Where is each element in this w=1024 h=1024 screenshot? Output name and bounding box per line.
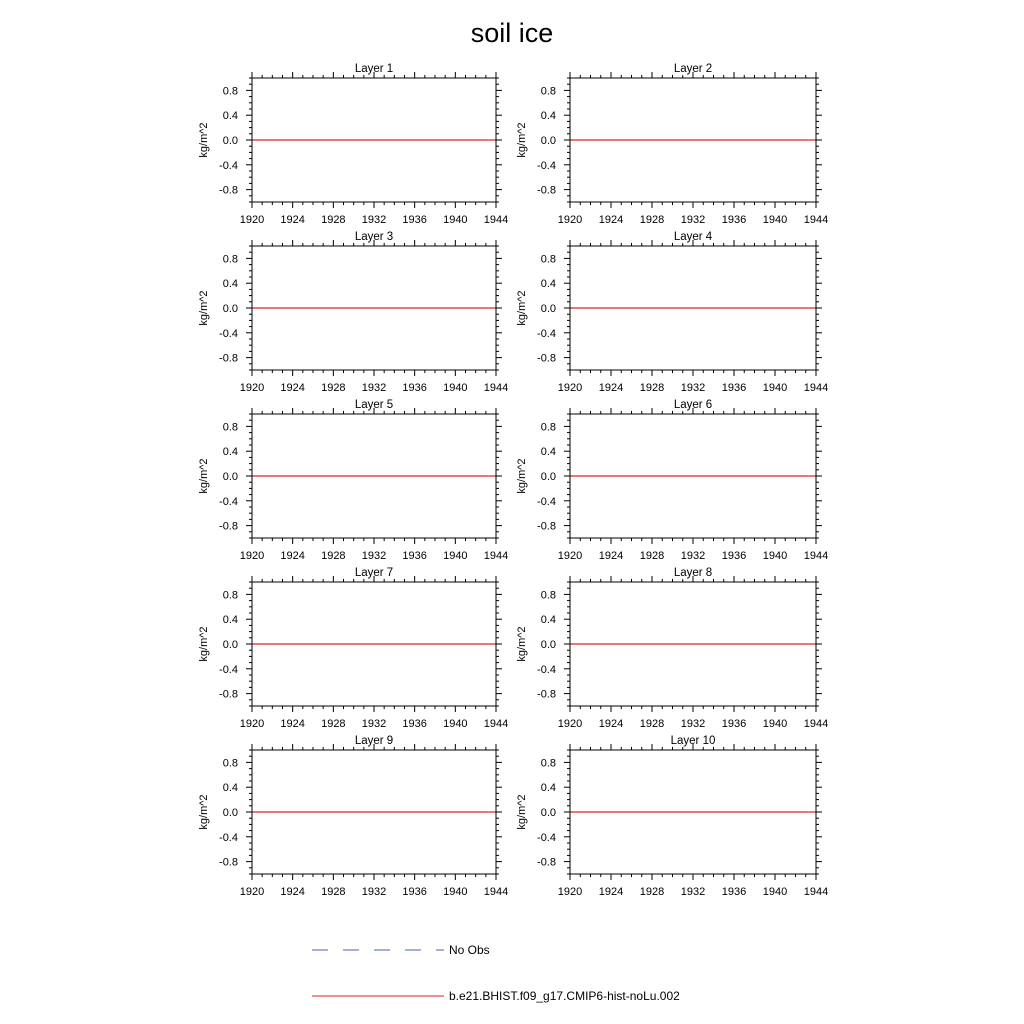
- x-tick-label: 1940: [443, 382, 468, 394]
- x-tick-label: 1944: [483, 718, 509, 730]
- x-tick-label: 1920: [557, 382, 583, 394]
- legend-label-1: No Obs: [449, 943, 490, 957]
- x-tick-label: 1924: [280, 886, 305, 898]
- y-tick-label: -0.4: [537, 495, 556, 508]
- y-tick-label: -0.4: [537, 663, 556, 676]
- y-axis-label: kg/m^2: [198, 794, 210, 830]
- panel-layer-10: [516, 735, 828, 898]
- y-tick-label: 0.8: [222, 589, 238, 602]
- y-tick-label: 0.8: [222, 253, 238, 266]
- y-tick-label: -0.8: [537, 688, 556, 701]
- x-tick-label: 1928: [639, 382, 665, 394]
- y-tick-label: 0.8: [540, 589, 556, 602]
- y-tick-label: -0.4: [219, 159, 238, 172]
- x-tick-label: 1924: [280, 382, 305, 394]
- x-tick-label: 1932: [361, 382, 387, 394]
- y-tick-label: -0.8: [537, 520, 556, 533]
- x-tick-label: 1944: [483, 886, 509, 898]
- panel-title: Layer 2: [673, 63, 713, 75]
- panel-title: Layer 7: [354, 567, 394, 579]
- y-tick-label: -0.8: [537, 184, 556, 197]
- x-tick-label: 1940: [762, 550, 788, 562]
- panel-title: Layer 9: [354, 735, 394, 747]
- x-tick-label: 1936: [402, 382, 427, 394]
- x-tick-label: 1928: [321, 550, 346, 562]
- x-tick-label: 1936: [721, 382, 747, 394]
- x-tick-label: 1932: [680, 382, 706, 394]
- legend: [312, 943, 680, 1003]
- panel-title: Layer 6: [673, 399, 713, 411]
- y-tick-label: 0.8: [540, 757, 556, 770]
- y-axis-label: kg/m^2: [198, 458, 210, 494]
- y-tick-label: -0.4: [219, 495, 238, 508]
- y-tick-label: 0.0: [540, 135, 556, 147]
- y-tick-label: -0.8: [537, 856, 556, 869]
- y-axis-label: kg/m^2: [516, 458, 528, 494]
- x-tick-label: 1944: [803, 886, 829, 898]
- x-tick-label: 1932: [680, 214, 706, 226]
- x-tick-label: 1932: [361, 718, 387, 730]
- x-tick-label: 1940: [762, 382, 788, 394]
- x-tick-label: 1940: [443, 550, 468, 562]
- x-tick-label: 1924: [598, 382, 624, 394]
- panel-layer-2: [516, 63, 828, 226]
- x-tick-label: 1924: [280, 550, 305, 562]
- y-tick-label: 0.0: [222, 471, 238, 483]
- y-tick-label: 0.0: [222, 135, 238, 147]
- y-axis-label: kg/m^2: [198, 122, 210, 158]
- x-tick-label: 1924: [598, 718, 624, 730]
- x-tick-label: 1936: [721, 214, 747, 226]
- x-tick-label: 1936: [721, 886, 747, 898]
- y-tick-label: 0.4: [222, 614, 238, 627]
- panel-layer-6: [516, 399, 828, 562]
- x-tick-label: 1920: [557, 214, 583, 226]
- x-tick-label: 1940: [762, 718, 788, 730]
- y-tick-label: 0.0: [540, 639, 556, 651]
- x-tick-label: 1936: [721, 550, 747, 562]
- y-tick-label: -0.4: [219, 663, 238, 676]
- x-tick-label: 1928: [639, 718, 665, 730]
- y-tick-label: 0.0: [222, 639, 238, 651]
- y-tick-label: 0.0: [222, 807, 238, 819]
- y-tick-label: -0.8: [219, 688, 238, 701]
- y-tick-label: -0.4: [537, 327, 556, 340]
- x-tick-label: 1940: [762, 886, 788, 898]
- y-tick-label: -0.4: [537, 831, 556, 844]
- x-tick-label: 1932: [680, 550, 706, 562]
- panel-layer-4: [516, 231, 828, 394]
- y-tick-label: -0.4: [537, 159, 556, 172]
- panel-title: Layer 10: [670, 735, 716, 747]
- panel-title: Layer 5: [354, 399, 394, 411]
- x-tick-label: 1924: [280, 718, 305, 730]
- x-tick-label: 1920: [557, 718, 583, 730]
- x-tick-label: 1944: [803, 382, 829, 394]
- y-tick-label: 0.4: [540, 110, 556, 123]
- y-tick-label: -0.8: [537, 352, 556, 365]
- x-tick-label: 1928: [321, 214, 346, 226]
- panel-layer-8: [516, 567, 828, 730]
- x-tick-label: 1944: [483, 214, 509, 226]
- panel-grid: [198, 63, 828, 898]
- y-tick-label: 0.4: [540, 446, 556, 459]
- y-tick-label: 0.8: [222, 421, 238, 434]
- y-tick-label: 0.0: [540, 471, 556, 483]
- x-tick-label: 1928: [639, 886, 665, 898]
- panel-layer-3: [198, 231, 508, 394]
- y-tick-label: 0.4: [540, 614, 556, 627]
- y-axis-label: kg/m^2: [516, 290, 528, 326]
- y-tick-label: -0.4: [219, 327, 238, 340]
- x-tick-label: 1940: [443, 886, 468, 898]
- y-tick-label: -0.4: [219, 831, 238, 844]
- y-axis-label: kg/m^2: [516, 122, 528, 158]
- x-tick-label: 1924: [598, 550, 624, 562]
- figure-title: soil ice: [470, 18, 554, 48]
- x-tick-label: 1944: [483, 382, 509, 394]
- y-tick-label: 0.4: [222, 446, 238, 459]
- y-axis-label: kg/m^2: [198, 626, 210, 662]
- legend-label-2: b.e21.BHIST.f09_g17.CMIP6-hist-noLu.002: [449, 989, 680, 1003]
- panel-layer-7: [198, 567, 508, 730]
- y-tick-label: 0.8: [540, 85, 556, 98]
- y-tick-label: 0.0: [222, 303, 238, 315]
- x-tick-label: 1944: [483, 550, 509, 562]
- y-axis-label: kg/m^2: [198, 290, 210, 326]
- x-tick-label: 1924: [598, 886, 624, 898]
- y-tick-label: 0.8: [222, 85, 238, 98]
- x-tick-label: 1920: [239, 718, 265, 730]
- x-tick-label: 1928: [639, 550, 665, 562]
- x-tick-label: 1928: [639, 214, 665, 226]
- panel-title: Layer 1: [354, 63, 394, 75]
- panel-title: Layer 3: [354, 231, 394, 243]
- panel-layer-9: [198, 735, 508, 898]
- y-tick-label: 0.4: [222, 110, 238, 123]
- y-tick-label: 0.0: [540, 807, 556, 819]
- x-tick-label: 1936: [402, 718, 427, 730]
- x-tick-label: 1920: [239, 550, 265, 562]
- x-tick-label: 1924: [598, 214, 624, 226]
- x-tick-label: 1936: [402, 550, 427, 562]
- y-tick-label: 0.8: [222, 757, 238, 770]
- x-tick-label: 1944: [803, 550, 829, 562]
- x-tick-label: 1920: [239, 382, 265, 394]
- y-tick-label: 0.4: [222, 782, 238, 795]
- panel-layer-5: [198, 399, 508, 562]
- x-tick-label: 1932: [361, 550, 387, 562]
- x-tick-label: 1928: [321, 382, 346, 394]
- x-tick-label: 1932: [680, 718, 706, 730]
- x-tick-label: 1940: [762, 214, 788, 226]
- y-tick-label: 0.4: [222, 278, 238, 291]
- x-tick-label: 1936: [402, 886, 427, 898]
- x-tick-label: 1920: [239, 214, 265, 226]
- x-tick-label: 1928: [321, 718, 346, 730]
- x-tick-label: 1920: [557, 550, 583, 562]
- x-tick-label: 1932: [680, 886, 706, 898]
- y-tick-label: -0.8: [219, 520, 238, 533]
- y-tick-label: 0.8: [540, 421, 556, 434]
- x-tick-label: 1936: [402, 214, 427, 226]
- y-tick-label: -0.8: [219, 184, 238, 197]
- panel-layer-1: [198, 63, 508, 226]
- y-tick-label: 0.0: [540, 303, 556, 315]
- x-tick-label: 1920: [239, 886, 265, 898]
- x-tick-label: 1944: [803, 718, 829, 730]
- panel-title: Layer 4: [673, 231, 713, 243]
- x-tick-label: 1940: [443, 718, 468, 730]
- y-tick-label: -0.8: [219, 352, 238, 365]
- y-axis-label: kg/m^2: [516, 794, 528, 830]
- x-tick-label: 1932: [361, 886, 387, 898]
- x-tick-label: 1932: [361, 214, 387, 226]
- y-tick-label: 0.4: [540, 278, 556, 291]
- x-tick-label: 1920: [557, 886, 583, 898]
- y-axis-label: kg/m^2: [516, 626, 528, 662]
- y-tick-label: 0.8: [540, 253, 556, 266]
- x-tick-label: 1924: [280, 214, 305, 226]
- x-tick-label: 1940: [443, 214, 468, 226]
- y-tick-label: -0.8: [219, 856, 238, 869]
- x-tick-label: 1944: [803, 214, 829, 226]
- y-tick-label: 0.4: [540, 782, 556, 795]
- x-tick-label: 1936: [721, 718, 747, 730]
- x-tick-label: 1928: [321, 886, 346, 898]
- panel-title: Layer 8: [673, 567, 713, 579]
